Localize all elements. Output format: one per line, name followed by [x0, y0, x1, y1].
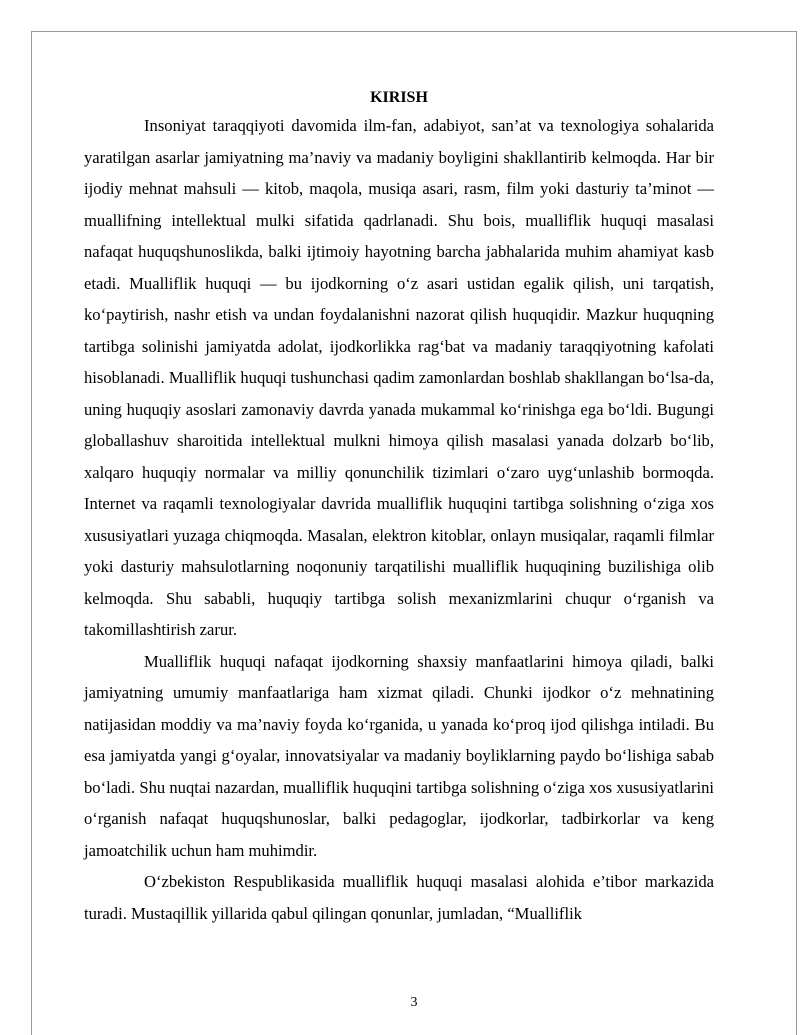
document-page	[31, 31, 797, 1035]
page-content	[84, 88, 714, 929]
section-title: KIRISH	[370, 89, 428, 106]
paragraph-3: O‘zbekiston Respublikasida mualliflik huquqi masalasi alohida e’tibor markazida turadi. Mustaqillik yillarida qabul qilingan qonunlar, jumladan, “Mualliflik	[84, 872, 714, 923]
paragraph-2: Mualliflik huquqi nafaqat ijodkorning shaxsiy manfaatlarini himoya qiladi, balki jamiyatning umumiy manfaatlariga ham xizmat qiladi. Chunki ijodkor o‘z mehnatining natijasidan moddiy va ma’naviy foyda ko‘rganida, u yanada ko‘proq ijod qilishga intiladi. Bu esa jamiyatda yangi g‘oyalar, innovatsiyalar va madaniy boyliklarning paydo bo‘lishiga sabab bo‘ladi. Shu nuqtai nazardan, mualliflik huquqini tartibga solishning o‘ziga xos xususiyatlarini o‘rganish nafaqat huquqshunoslar, balki pedagoglar, ijodkorlar, tadbirkorlar va keng jamoatchilik uchun ham muhimdir.	[84, 651, 714, 860]
paragraph-1: Insoniyat taraqqiyoti davomida ilm-fan, adabiyot, san’at va texnologiya sohalarida yaratilgan asarlar jamiyatning ma’naviy va madaniy boyligini shakllantirib kelmoqda. Har bir ijodiy mehnat mahsuli — kitob, maqola, musiqa asari, rasm, film yoki dasturiy ta’minot — muallifning intellektual mulki sifatida qadrlanadi. Shu bois, mualliflik huquqi masalasi nafaqat huquqshunoslikda, balki ijtimoiy hayotning barcha jabhalarida muhim ahamiyat kasb etadi. Mualliflik huquqi — bu ijodkorning o‘z asari ustidan egalik qilish, uni tarqatish, ko‘paytirish, nashr etish va undan foydalanishni nazorat qilish huquqidir. Mazkur huquqning tartibga solinishi jamiyatda adolat, ijodkorlikka rag‘bat va madaniy taraqqiyotning kafolati hisoblanadi. Mualliflik huquqi tushunchasi qadim zamonlardan boshlab shakllangan bo‘lsa-da, uning huquqiy asoslari zamonaviy davrda yanada mukammal ko‘rinishga ega bo‘ldi. Bugungi globallashuv sharoitida intellektual mulkni himoya qilish masalasi yanada dolzarb bo‘lib, xalqaro huquqiy normalar va milliy qonunchilik tizimlari o‘zaro uyg‘unlashib bormoqda. Internet va raqamli texnologiyalar davrida mualliflik huquqini tartibga solishning o‘ziga xos xususiyatlari yuzaga chiqmoqda. Masalan, elektron kitoblar, onlayn musiqalar, raqamli filmlar yoki dasturiy mahsulotlarning noqonuniy tarqatilishi mualliflik huquqining buzilishiga olib kelmoqda. Shu sababli, huquqiy tartibga solish mexanizmlarini chuqur o‘rganish va takomillashtirish zarur.	[84, 116, 714, 639]
page-number: 3	[410, 995, 418, 1010]
